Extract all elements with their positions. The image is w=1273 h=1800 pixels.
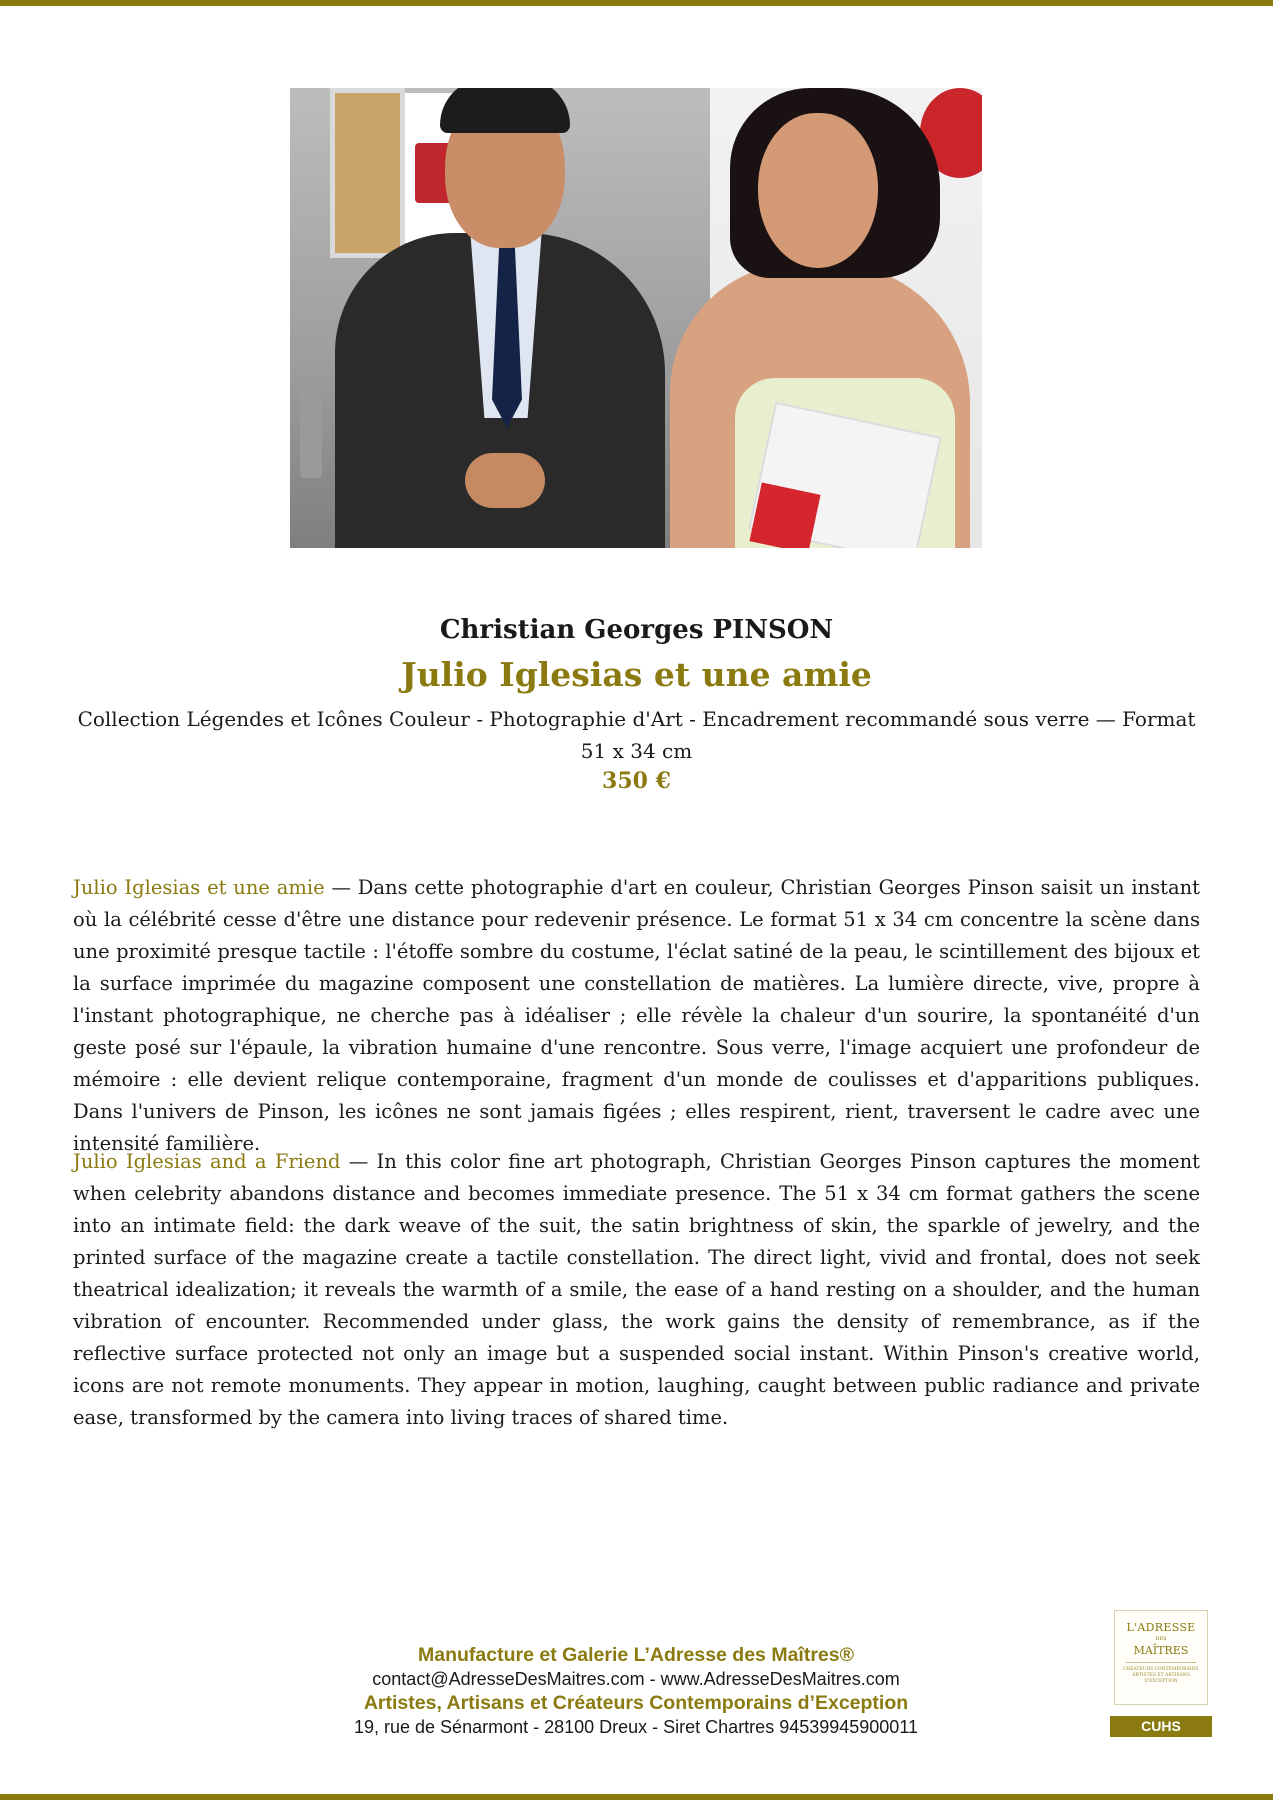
footer-address: 19, rue de Sénarmont - 28100 Dreux - Siret Chartres 94539945900011: [353, 1717, 919, 1737]
footer-tagline: Artistes, Artisans et Créateurs Contemporains d’Exception: [363, 1692, 909, 1714]
photo-man-hand: [465, 453, 545, 508]
logo-line-1: L'ADRESSE: [1126, 1621, 1196, 1634]
paragraph-body-en: — In this color fine art photograph, Christian Georges Pinson captures the moment when celebrity abandons distance and becomes immediate presence. The 51 x 34 cm format gathers the scene into an intimate field: the dark weave of the suit, the satin brightness of skin, the sparkle of jewelry, and the printed surface of the magazine create a tactile constellation. The direct light, vivid and frontal, does not seek theatrical idealization; it reveals the warmth of a smile, the ease of a hand resting on a shoulder, and the human vibration of encounter. Recommended under glass, the work gains the density of remembrance, as if the reflective surface protected not only an image but a suspended social instant. Within Pinson's creative world, icons are not remote monuments. They appear in motion, laughing, caught between public radiance and private ease, transformed by the camera into living traces of shared time.: [73, 1150, 1200, 1429]
logo-line-4: CRÉATEURS CONTEMPORAINS ARTISTES ET ARTISANS D'EXCEPTION: [1123, 1667, 1199, 1684]
logo-line-2: DES: [1155, 1636, 1167, 1642]
paragraph-lead-en: Julio Iglesias and a Friend: [73, 1150, 341, 1173]
paragraph-lead-fr: Julio Iglesias et une amie: [73, 876, 325, 899]
photo-door-handle: [300, 388, 322, 478]
artwork-photo: [290, 88, 982, 548]
logo-badge: CUHS: [1110, 1716, 1212, 1737]
artist-name: Christian Georges PINSON: [439, 615, 834, 645]
artwork-title: Julio Iglesias et une amie: [401, 655, 872, 694]
photo-man-hair: [440, 88, 570, 133]
artwork-description: Collection Légendes et Icônes Couleur - Photographie d'Art - Encadrement recommandé sous verre — Format 51 x 34 cm: [77, 707, 1196, 763]
artwork-price: 350 €: [602, 768, 671, 794]
paragraph-body-fr: — Dans cette photographie d'art en couleur, Christian Georges Pinson saisit un instant où la célébrité cesse d'être une distance pour redevenir présence. Le format 51 x 34 cm concentre la scène dans une proximité presque tactile : l'étoffe sombre du costume, l'éclat satiné de la peau, le scintillement des bijoux et la surface imprimée du magazine composent une constellation de matières. La lumière directe, vive, propre à l'instant photographique, ne cherche pas à idéaliser ; elle révèle la chaleur d'un sourire, la spontanéité d'un geste posé sur l'épaule, la vibration humaine d'une rencontre. Sous verre, l'image acquiert une profondeur de mémoire : elle devient relique contemporaine, fragment d'un monde de coulisses et d'apparitions publiques. Dans l'univers de Pinson, les icônes ne sont jamais figées ; elles respirent, rient, traversent le cadre avec une intensité familière.: [73, 876, 1200, 1155]
footer: [300, 1643, 972, 1739]
photo-woman-face: [758, 113, 878, 268]
description-paragraph-fr: [73, 872, 1200, 1160]
photo-cork-board: [330, 88, 405, 258]
gallery-logo: [1114, 1610, 1208, 1705]
footer-gallery-name: Manufacture et Galerie L’Adresse des Maîtres®: [418, 1644, 854, 1666]
photo-magazine-cover-red: [749, 482, 820, 548]
top-border: [0, 0, 1273, 6]
description-paragraph-en: [73, 1146, 1200, 1434]
logo-divider: [1126, 1662, 1196, 1663]
logo-line-3: MAÎTRES: [1133, 1644, 1189, 1657]
footer-contact[interactable]: contact@AdresseDesMaitres.com - www.AdresseDesMaitres.com: [372, 1669, 900, 1689]
bottom-border: [0, 1794, 1273, 1800]
